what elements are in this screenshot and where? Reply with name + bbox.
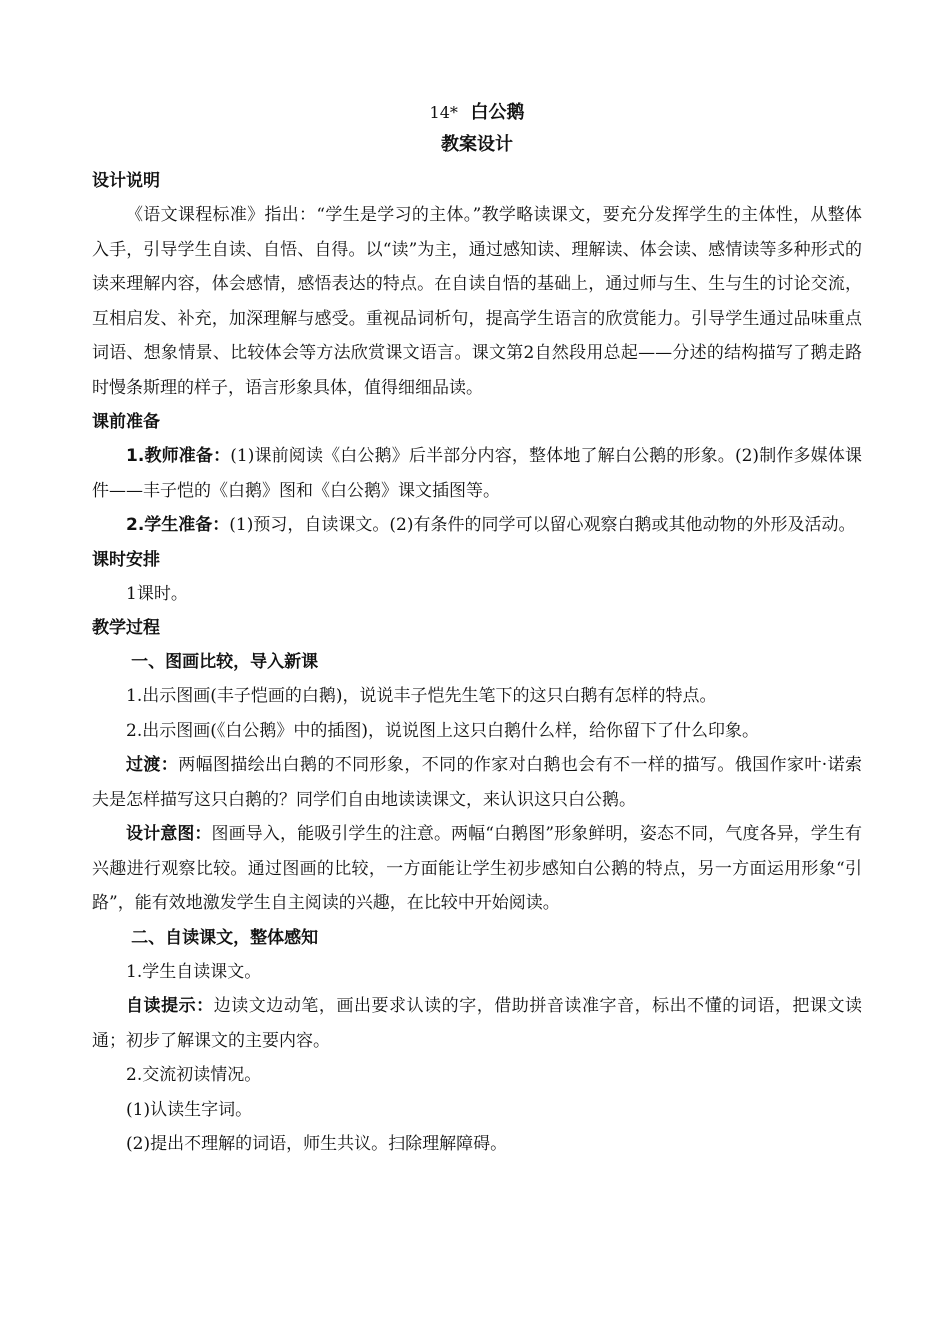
- lesson-number: 14*: [429, 103, 458, 122]
- design-intent-text: 图画导入，能吸引学生的注意。两幅“白鹅图”形象鲜明，姿态不同，气度各异，学生有兴趣进行观察比较。通过图画的比较，一方面能让学生初步感知白公鹅的特点，另一方面运用形象“引路”，能有效地激发学生自主阅读的兴趣，在比较中开始阅读。: [92, 824, 863, 913]
- transition-label: 过渡：: [126, 755, 179, 775]
- process-part2-title: 二、自读课文，整体感知: [131, 927, 319, 948]
- prep-student-paragraph: [92, 508, 862, 543]
- heading-prep: 课前准备: [92, 412, 160, 432]
- heading-schedule: 课时安排: [92, 549, 160, 570]
- schedule-text: 1课时。: [126, 583, 188, 604]
- prep-student-text: (1)预习，自读课文。(2)有条件的同学可以留心观察白鹅或其他动物的外形及活动。: [229, 515, 856, 535]
- process-part1-title: 一、图画比较，导入新课: [131, 652, 319, 672]
- document-page: [92, 98, 862, 1162]
- part2-sub2: (2)提出不理解的词语，师生共议。扫除理解障碍。: [126, 1134, 508, 1154]
- reading-tip-label: 自读提示：: [126, 996, 214, 1016]
- transition-text: 两幅图描绘出白鹅的不同形象，不同的作家对白鹅也会有不一样的描写。俄国作家叶·诺索夫是怎样描写这只白鹅的？同学们自由地读读课文，来认识这只白公鹅。: [92, 755, 862, 810]
- part2-reading-tip: [92, 989, 862, 1058]
- heading-process: 教学过程: [92, 618, 160, 638]
- part2-item1: 1.学生自读课文。: [126, 961, 262, 982]
- design-note-paragraph: 《语文课程标准》指出：“学生是学习的主体。”教学略读课文，要充分发挥学生的主体性，从整体入手，引导学生自读、自悟、自得。以“读”为主，通过感知读、理解读、体会读、感情读等多种形式的读来理解内容，体会感情，感悟表达的特点。在自读自悟的基础上，通过师与生、生与生的讨论交流，互相启发、补充，加深理解与感受。重视品词析句，提高学生语言的欣赏能力。引导学生通过品味重点词语、想象情景、比较体会等方法欣赏课文语言。课文第2自然段用总起——分述的结构描写了鹅走路时慢条斯理的样子，语言形象具体，值得细细品读。: [92, 205, 862, 398]
- prep-teacher-text: (1)课前阅读《白公鹅》后半部分内容，整体地了解白公鹅的形象。(2)制作多媒体课件——丰子恺的《白鹅》图和《白公鹅》课文插图等。: [92, 446, 862, 501]
- prep-teacher-paragraph: [92, 439, 862, 508]
- part2-item2: 2.交流初读情况。: [126, 1065, 262, 1085]
- design-intent-label: 设计意图：: [126, 824, 212, 844]
- doc-subtitle: 教案设计: [441, 134, 513, 155]
- reading-tip-text: 边读文边动笔，画出要求认读的字，借助拼音读准字音，标出不懂的词语，把课文读通；初步了解课文的主要内容。: [92, 996, 863, 1051]
- heading-design-note: 设计说明: [92, 171, 160, 191]
- part1-item2: 2.出示图画(《白公鹅》中的插图)，说说图上这只白鹅什么样，给你留下了什么印象。: [126, 720, 759, 741]
- prep-teacher-label: 1.教师准备：: [126, 446, 231, 466]
- lesson-title: [92, 98, 862, 128]
- part1-item1: 1.出示图画(丰子恺画的白鹅)，说说丰子恺先生笔下的这只白鹅有怎样的特点。: [126, 686, 717, 706]
- part1-design-intent: [92, 817, 862, 921]
- prep-student-label: 2.学生准备：: [126, 515, 230, 535]
- lesson-title-text: 白公鹅: [470, 102, 525, 123]
- part2-sub1: (1)认读生字词。: [126, 1099, 253, 1120]
- part1-transition: [92, 748, 862, 817]
